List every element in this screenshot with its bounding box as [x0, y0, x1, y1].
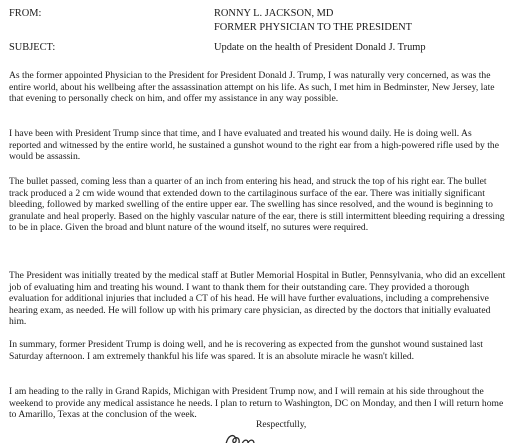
- from-title: FORMER PHYSICIAN TO THE PRESIDENT: [214, 22, 413, 33]
- paragraph-6: I am heading to the rally in Grand Rapids, Michigan with President Trump now, and I will remain at his side throughout the weekend to provide any medical assistance he needs. I plan to return to Washington, DC on Monday, and then I will return home to Amarillo, Texas at the conclusion of the week.: [9, 386, 504, 421]
- closing-line: Respectfully,: [256, 419, 307, 430]
- paragraph-4: The President was initially treated by the medical staff at Butler Memorial Hospital in Butler, Pennsylvania, who did an excellent job of evaluating him and treating his wound. I want to thank them for their outstanding care. They provided a thorough evaluation for additional injuries that included a CT of his head. He will have further evaluations, including a comprehensive hearing exam, as needed. He will follow up with his primary care physician, as directed by the doctors that initially evaluated him.: [9, 270, 506, 328]
- from-name: RONNY L. JACKSON, MD: [214, 8, 334, 19]
- paragraph-3: The bullet passed, coming less than a quarter of an inch from entering his head, and struck the top of his right ear. The bullet track produced a 2 cm wide wound that extended down to the cartilaginous surface of the ear. There was initially significant bleeding, followed by marked swelling of the entire upper ear. The swelling has since resolved, and the wound is beginning to granulate and heal properly. Based on the highly vascular nature of the ear, there is still intermittent bleeding requiring a dressing to be in place. Given the broad and blunt nature of the wound itself, no sutures were required.: [9, 176, 505, 234]
- subject-label: SUBJECT:: [9, 42, 56, 53]
- paragraph-2: I have been with President Trump since that time, and I have evaluated and treated his wound daily. He is doing well. As reported and witnessed by the entire world, he sustained a gunshot wound to the right ear from a high-powered rifle used by the would be assassin.: [9, 128, 499, 163]
- paragraph-5: In summary, former President Trump is doing well, and he is recovering as expected from the gunshot wound sustained last Saturday afternoon. I am extremely thankful his life was spared. It is an absolute miracle he wasn't killed.: [9, 339, 483, 362]
- from-label: FROM:: [9, 8, 42, 19]
- paragraph-1: As the former appointed Physician to the President for President Donald J. Trump, I was naturally very concerned, as was the entire world, about his wellbeing after the assassination attempt on his life. As such, I met him in Bedminster, New Jersey, late that evening to personally check on him, and offer my assistance in any way possible.: [9, 70, 495, 105]
- subject-value: Update on the health of President Donald J. Trump: [214, 42, 426, 53]
- signature-mark: [224, 431, 284, 443]
